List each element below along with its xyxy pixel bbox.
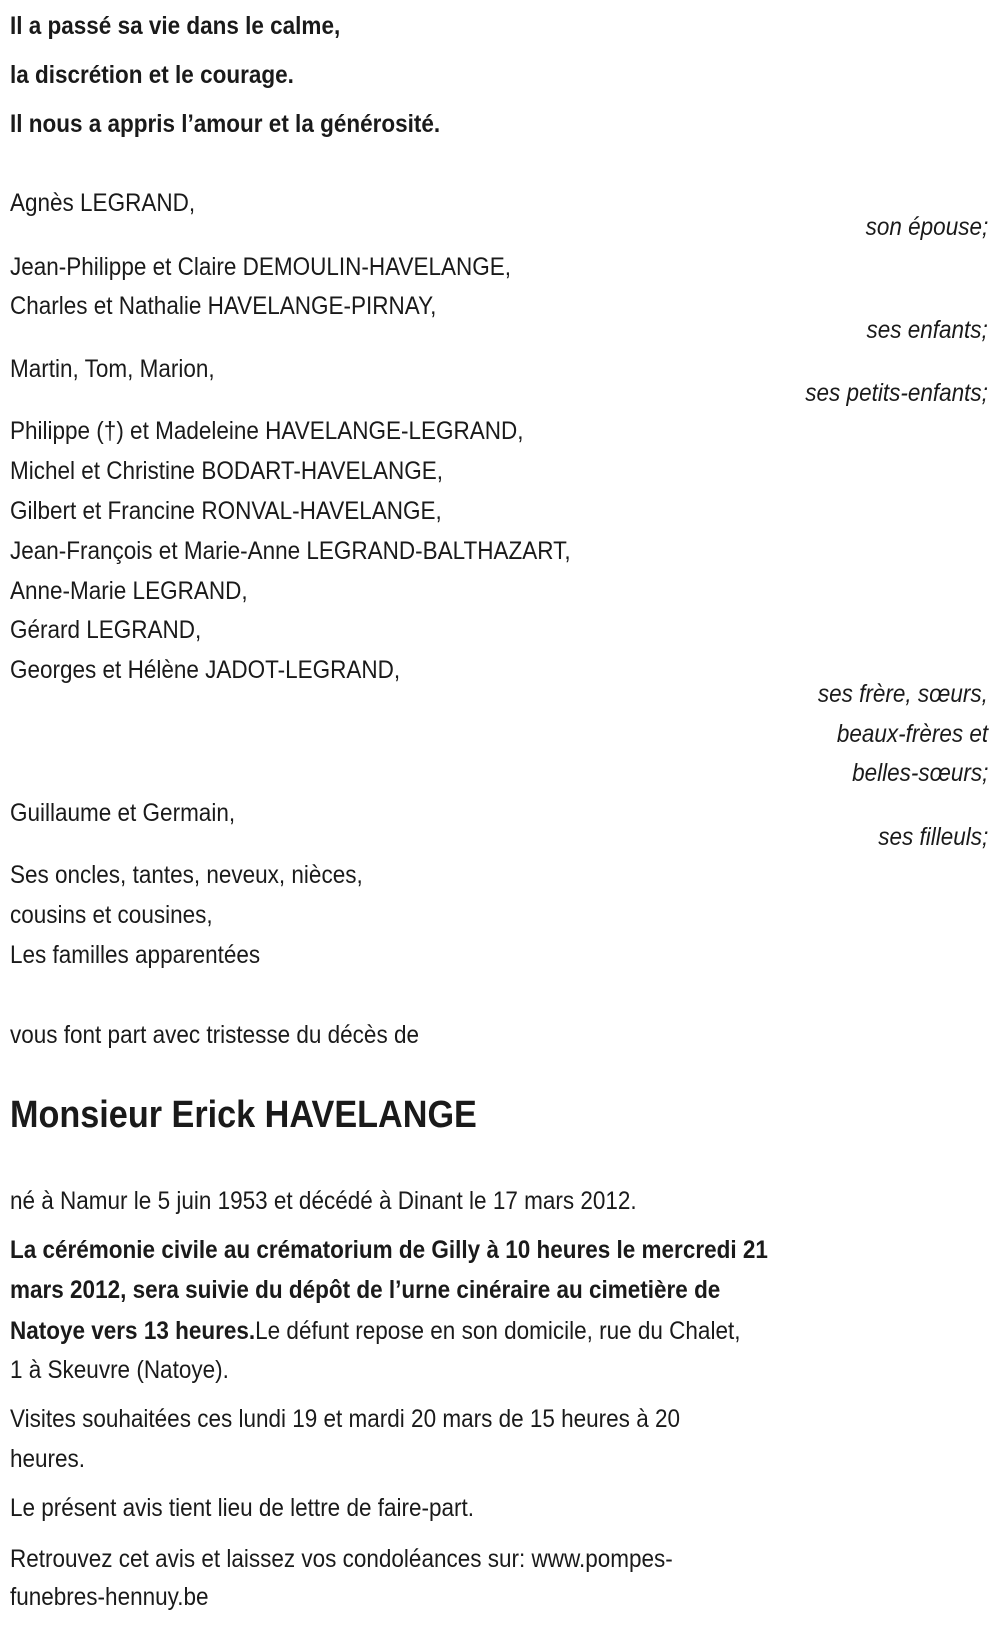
relatives-line: cousins et cousines, bbox=[10, 901, 213, 929]
siblings-role: ses frère, sœurs, bbox=[817, 680, 988, 708]
epitaph-line: Il a passé sa vie dans le calme, bbox=[10, 12, 341, 40]
ceremony-line: La cérémonie civile au crématorium de Gilly à 10 heures le mercredi 21 bbox=[10, 1236, 768, 1264]
visits-line: heures. bbox=[10, 1445, 86, 1473]
sibling-name: Georges et Hélène JADOT-LEGRAND, bbox=[10, 656, 401, 684]
godchildren-role: ses filleuls; bbox=[877, 823, 988, 851]
grandchildren-names: Martin, Tom, Marion, bbox=[10, 355, 215, 383]
sibling-name: Gilbert et Francine RONVAL-HAVELANGE, bbox=[10, 497, 442, 525]
siblings-role: belles-sœurs; bbox=[851, 759, 988, 787]
sibling-name: Gérard LEGRAND, bbox=[10, 616, 202, 644]
relatives-line: Les familles apparentées bbox=[10, 941, 261, 969]
condolences-line: Retrouvez cet avis et laissez vos condoléances sur: www.pompes- bbox=[10, 1545, 673, 1573]
visits-line: Visites souhaitées ces lundi 19 et mardi 20 mars de 15 heures à 20 bbox=[10, 1405, 680, 1433]
notice: Le présent avis tient lieu de lettre de faire-part. bbox=[10, 1494, 475, 1522]
grandchildren-role: ses petits-enfants; bbox=[805, 379, 988, 407]
godchildren-names: Guillaume et Germain, bbox=[10, 799, 236, 827]
relatives-line: Ses oncles, tantes, neveux, nièces, bbox=[10, 861, 363, 889]
birth-death: né à Namur le 5 juin 1953 et décédé à Dinant le 17 mars 2012. bbox=[10, 1187, 637, 1215]
ceremony-repose-line bbox=[10, 1316, 740, 1346]
siblings-role: beaux-frères et bbox=[836, 720, 988, 748]
epitaph-line: la discrétion et le courage. bbox=[10, 61, 294, 89]
child-name: Charles et Nathalie HAVELANGE-PIRNAY, bbox=[10, 292, 437, 320]
sibling-name: Michel et Christine BODART-HAVELANGE, bbox=[10, 457, 444, 485]
repose-line: 1 à Skeuvre (Natoye). bbox=[10, 1356, 229, 1384]
announcement: vous font part avec tristesse du décès de bbox=[10, 1021, 419, 1049]
condolences-link[interactable]: funebres-hennuy.be bbox=[10, 1583, 209, 1611]
sibling-name: Jean-François et Marie-Anne LEGRAND-BALTHAZART, bbox=[10, 537, 571, 565]
deceased-name: Monsieur Erick HAVELANGE bbox=[10, 1094, 477, 1136]
children-role: ses enfants; bbox=[866, 316, 988, 344]
spouse-role: son épouse; bbox=[865, 213, 988, 241]
epitaph-line: Il nous a appris l’amour et la générosité. bbox=[10, 110, 441, 138]
ceremony-line: Natoye vers 13 heures. bbox=[10, 1317, 256, 1345]
spouse-name: Agnès LEGRAND, bbox=[10, 189, 196, 217]
repose-line: Le défunt repose en son domicile, rue du Chalet, bbox=[255, 1317, 741, 1345]
sibling-name: Anne-Marie LEGRAND, bbox=[10, 577, 248, 605]
ceremony-line: mars 2012, sera suivie du dépôt de l’urne cinéraire au cimetière de bbox=[10, 1276, 721, 1304]
sibling-name: Philippe (†) et Madeleine HAVELANGE-LEGRAND, bbox=[10, 417, 524, 445]
child-name: Jean-Philippe et Claire DEMOULIN-HAVELANGE, bbox=[10, 253, 512, 281]
